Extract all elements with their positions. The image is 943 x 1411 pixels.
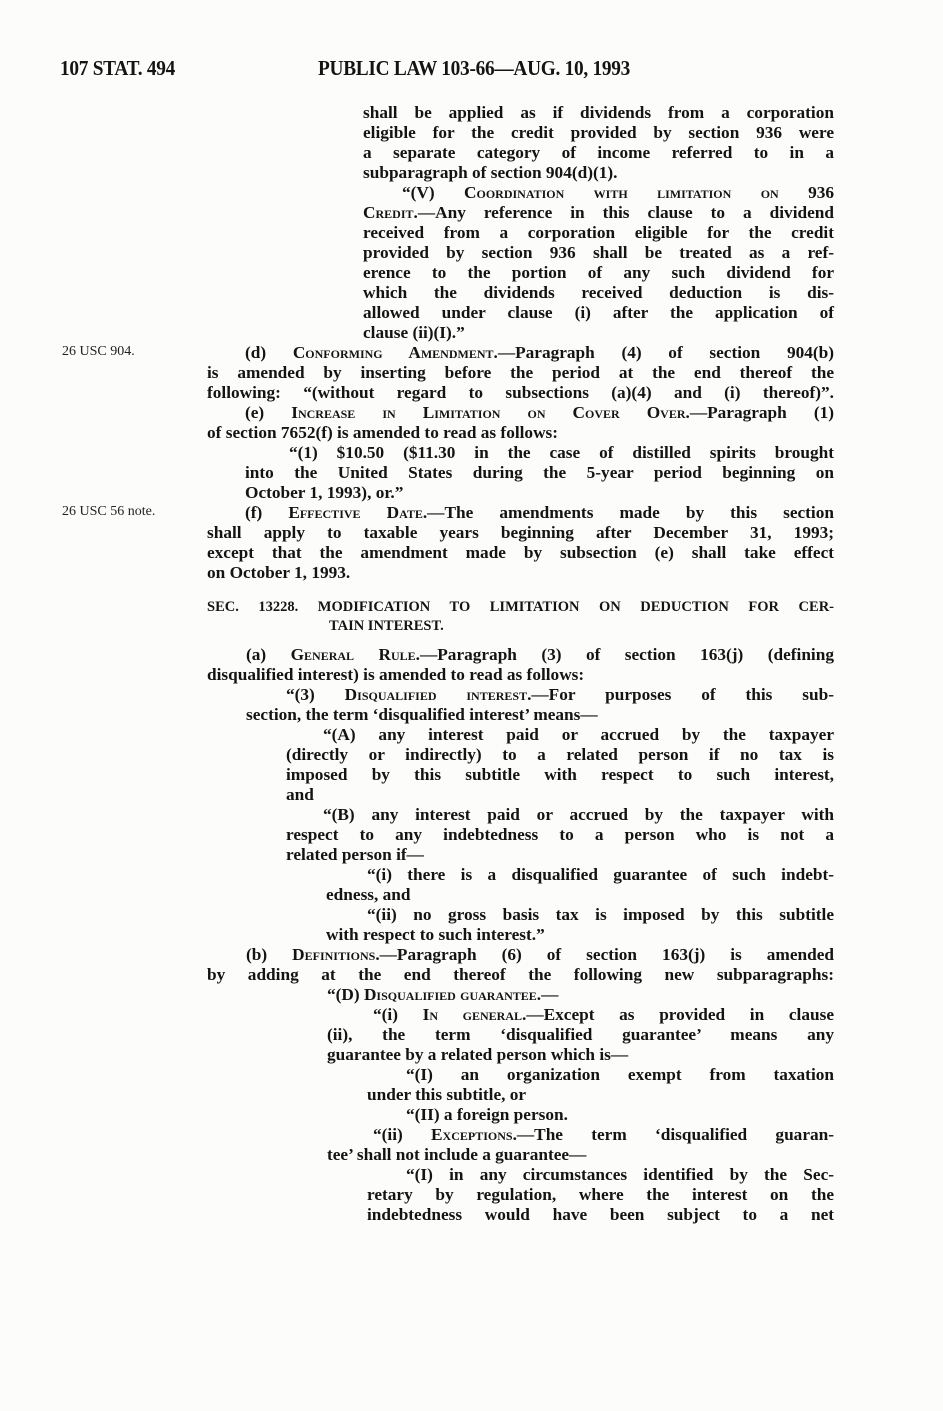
text: “(D) [327, 985, 364, 1004]
heading-small-caps: Disqualified interest [344, 685, 528, 704]
text-line: “(B) any interest paid or accrued by the taxpayer with [323, 805, 834, 824]
text-line: and [286, 785, 314, 804]
text: (d) [245, 343, 293, 362]
heading-small-caps: Conforming Amendment [292, 343, 494, 362]
text: “(V) [402, 183, 465, 202]
text-line: edness, and [326, 885, 411, 904]
text-line: disqualified interest) is amended to read as follows: [207, 665, 585, 684]
text-line: section, the term ‘disqualified interest’ means— [246, 705, 598, 724]
page-reference: 107 STAT. 494 [60, 56, 176, 80]
subsection-b [246, 945, 834, 965]
text: (f) [245, 503, 289, 522]
text-line: a separate category of income referred to in a [363, 143, 834, 162]
text-line: “(II) a foreign person. [406, 1105, 568, 1124]
text: “(3) [286, 685, 345, 704]
text-line: which the dividends received deduction is dis- [363, 283, 834, 302]
text: (b) [246, 945, 293, 964]
text-line: “(i) there is a disqualified guarantee of such indebt- [367, 865, 834, 884]
text-line: (directly or indirectly) to a related person if no tax is [286, 745, 834, 764]
text-line: of section 7652(f) is amended to read as follows: [207, 423, 559, 442]
text-line: provided by section 936 shall be treated as a ref- [363, 243, 834, 262]
text: .—Paragraph (3) of section 163(j) (defining [415, 645, 834, 664]
margin-note: 26 USC 904. [62, 344, 135, 359]
text: .—Paragraph (1) [685, 403, 834, 422]
text: .—For purposes of this sub- [527, 685, 834, 704]
heading-small-caps: General Rule [290, 645, 416, 664]
text: .—Paragraph (6) of section 163(j) is amended [375, 945, 834, 964]
text-line: retary by regulation, where the interest on the [367, 1185, 834, 1204]
text-line: following: “(without regard to subsections (a)(4) and (i) thereof)”. [207, 383, 834, 402]
page-title: PUBLIC LAW 103-66—AUG. 10, 1993 [318, 56, 631, 80]
text: “(i) [373, 1005, 423, 1024]
heading-small-caps: Effective Date [288, 503, 423, 522]
heading-small-caps: Exceptions [431, 1125, 513, 1144]
text: .—Any reference in this clause to a dividend [413, 203, 834, 222]
subparagraph-d [327, 985, 834, 1005]
section-heading: SEC. 13228. MODIFICATION TO LIMITATION ON DEDUCTION FOR CER- [207, 599, 834, 615]
text-line: shall be applied as if dividends from a corporation [363, 103, 834, 122]
clause-i [373, 1005, 834, 1025]
text: .—Except as provided in clause [522, 1005, 834, 1024]
paragraph-3 [286, 685, 834, 705]
text: .—The term ‘disqualified guaran- [512, 1125, 834, 1144]
text-line: on October 1, 1993. [207, 563, 351, 582]
clause-ii [373, 1125, 834, 1145]
text-line: eligible for the credit provided by section 936 were [363, 123, 834, 142]
text-line: imposed by this subtitle with respect to such interest, [286, 765, 834, 784]
text-line: “(I) in any circumstances identified by the Sec- [406, 1165, 834, 1184]
margin-note: 26 USC 56 note. [62, 504, 156, 519]
text-line: received from a corporation eligible for the credit [363, 223, 834, 242]
text-line: respect to any indebtedness to a person who is not a [286, 825, 834, 844]
text: (e) [245, 403, 292, 422]
heading-small-caps: Coordination with limitation on 936 [464, 183, 835, 202]
subsection-e [245, 403, 834, 423]
text-line: (ii), the term ‘disqualified guarantee’ means any [327, 1025, 834, 1044]
text: .—Paragraph (4) of section 904(b) [493, 343, 834, 362]
text: (a) [246, 645, 291, 664]
heading-small-caps: Credit [363, 203, 414, 222]
clause-heading [402, 183, 834, 203]
text-line: related person if— [286, 845, 424, 864]
heading-small-caps: Definitions [292, 945, 376, 964]
text-line: guarantee by a related person which is— [327, 1045, 629, 1064]
text-line: erence to the portion of any such dividend for [363, 263, 834, 282]
subsection-f [245, 503, 834, 523]
text: “(ii) [373, 1125, 432, 1144]
text-line: subparagraph of section 904(d)(1). [363, 163, 618, 182]
text-line: is amended by inserting before the period at the end thereof the [207, 363, 834, 382]
text-line [363, 203, 834, 223]
text-line: “(ii) no gross basis tax is imposed by this subtitle [367, 905, 834, 924]
text-line: October 1, 1993), or.” [245, 483, 404, 502]
text: .— [536, 985, 559, 1004]
text-line: indebtedness would have been subject to a net [367, 1205, 834, 1224]
text-line: by adding at the end thereof the following new subparagraphs: [207, 965, 834, 984]
text: .—The amendments made by this section [422, 503, 834, 522]
heading-small-caps: Disqualified guarantee [363, 985, 537, 1004]
text-line: allowed under clause (i) after the application of [363, 303, 834, 322]
subsection-a [246, 645, 834, 665]
heading-small-caps: Increase in Limitation on Cover Over [291, 403, 686, 422]
text-line: shall apply to taxable years beginning after December 31, 1993; [207, 523, 834, 542]
text-line: into the United States during the 5-year period beginning on [245, 463, 834, 482]
text-line: under this subtitle, or [367, 1085, 527, 1104]
heading-small-caps: In general [422, 1005, 523, 1024]
subsection-d [245, 343, 834, 363]
text-line: with respect to such interest.” [326, 925, 545, 944]
text-line: clause (ii)(I).” [363, 323, 465, 342]
section-heading: TAIN INTEREST. [329, 618, 444, 634]
text-line: “(A) any interest paid or accrued by the taxpayer [323, 725, 834, 744]
text-line: “(1) $10.50 ($11.30 in the case of distilled spirits brought [289, 443, 834, 462]
text-line: “(I) an organization exempt from taxation [406, 1065, 834, 1084]
text-line: except that the amendment made by subsection (e) shall take effect [207, 543, 834, 562]
text-line: tee’ shall not include a guarantee— [327, 1145, 587, 1164]
